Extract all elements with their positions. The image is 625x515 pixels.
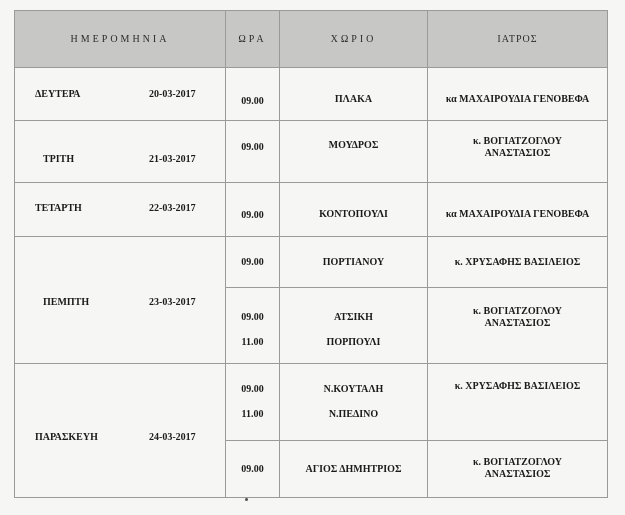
doctor-cell: κ. ΧΡΥΣΑΦΗΣ ΒΑΣΙΛΕΙΟΣ xyxy=(428,237,608,288)
day-label: ΠΕΜΠΤΗ xyxy=(43,297,90,308)
date-cell xyxy=(15,121,226,183)
doctor-line-1: κ. ΒΟΓΙΑΤΖΟΓΛΟΥ xyxy=(473,135,562,147)
header-row xyxy=(15,11,608,68)
date-label: 20-03-2017 xyxy=(149,89,196,100)
time-cell: 09.00 xyxy=(226,183,280,237)
village-cell: ΜΟΥΔΡΟΣ xyxy=(280,121,428,183)
doctor-cell xyxy=(428,441,608,498)
doctor-line-1: κ. ΒΟΓΙΑΤΖΟΓΛΟΥ xyxy=(473,457,562,468)
date-label: 21-03-2017 xyxy=(149,154,196,165)
village-value: Ν.ΠΕΔΙΝΟ xyxy=(328,409,379,420)
table-row xyxy=(15,183,608,237)
table-row xyxy=(15,364,608,441)
doctor-line-2: ΑΝΑΣΤΑΣΙΟΣ xyxy=(484,147,551,159)
day-label: ΔΕΥΤΕΡΑ xyxy=(35,89,81,100)
time-value: 09.00 xyxy=(241,384,264,395)
date-cell xyxy=(15,183,226,237)
day-label: ΤΡΙΤΗ xyxy=(43,154,75,165)
time-cell xyxy=(226,288,280,364)
date-label: 22-03-2017 xyxy=(149,203,196,214)
doctor-cell: κ. ΧΡΥΣΑΦΗΣ ΒΑΣΙΛΕΙΟΣ xyxy=(428,364,608,441)
doctor-cell xyxy=(428,288,608,364)
time-cell: 09.00 xyxy=(226,237,280,288)
schedule-table xyxy=(14,10,608,498)
village-cell xyxy=(280,288,428,364)
village-cell: ΚΟΝΤΟΠΟΥΛΙ xyxy=(280,183,428,237)
time-value: 11.00 xyxy=(241,336,264,348)
time-cell: 09.00 xyxy=(226,68,280,121)
header-village: ΧΩΡΙΟ xyxy=(280,11,428,68)
village-value: ΑΤΣΙΚΗ xyxy=(334,311,373,323)
time-cell: 09.00 xyxy=(226,441,280,498)
table-row xyxy=(15,121,608,183)
village-value: Ν.ΚΟΥΤΑΛΗ xyxy=(323,384,384,395)
table-row xyxy=(15,68,608,121)
header-date: ΗΜΕΡΟΜΗΝΙΑ xyxy=(15,11,226,68)
scan-speck xyxy=(245,498,248,501)
date-cell xyxy=(15,364,226,498)
doctor-cell: κα ΜΑΧΑΙΡΟΥΔΙΑ ΓΕΝΟΒΕΦΑ xyxy=(428,183,608,237)
day-label: ΠΑΡΑΣΚΕΥΗ xyxy=(35,432,98,443)
village-cell xyxy=(280,364,428,441)
day-label: ΤΕΤΑΡΤΗ xyxy=(35,203,82,214)
time-value: 09.00 xyxy=(241,311,264,323)
doctor-line-2: ΑΝΑΣΤΑΣΙΟΣ xyxy=(484,469,551,480)
time-value: 11.00 xyxy=(241,409,264,420)
time-cell: 09.00 xyxy=(226,121,280,183)
date-cell xyxy=(15,68,226,121)
date-cell xyxy=(15,237,226,364)
village-cell: ΑΓΙΟΣ ΔΗΜΗΤΡΙΟΣ xyxy=(280,441,428,498)
doctor-cell xyxy=(428,121,608,183)
doctor-line-1: κ. ΒΟΓΙΑΤΖΟΓΛΟΥ xyxy=(473,305,562,317)
header-time: ΩΡΑ xyxy=(226,11,280,68)
time-cell xyxy=(226,364,280,441)
date-label: 24-03-2017 xyxy=(149,432,196,443)
doctor-line-2: ΑΝΑΣΤΑΣΙΟΣ xyxy=(484,317,551,329)
village-cell: ΠΟΡΤΙΑΝΟΥ xyxy=(280,237,428,288)
village-value: ΠΟΡΠΟΥΛΙ xyxy=(326,336,381,348)
header-doctor: ΙΑΤΡΟΣ xyxy=(428,11,608,68)
table-row xyxy=(15,237,608,288)
date-label: 23-03-2017 xyxy=(149,297,196,308)
village-cell: ΠΛΑΚΑ xyxy=(280,68,428,121)
doctor-cell: κα ΜΑΧΑΙΡΟΥΔΙΑ ΓΕΝΟΒΕΦΑ xyxy=(428,68,608,121)
